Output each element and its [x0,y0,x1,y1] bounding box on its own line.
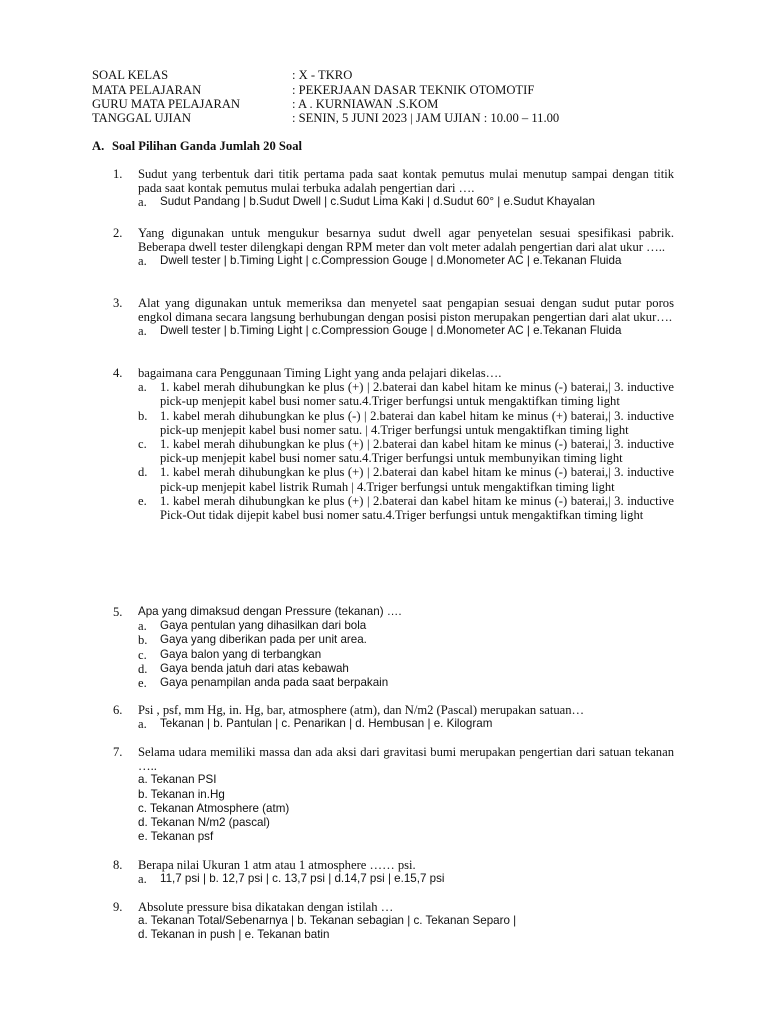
question-number: 3. [113,296,123,310]
question-answer-line: c. Tekanan Atmosphere (atm) [138,801,290,815]
question-answer-line: a. Tekanan PSI [138,773,217,787]
option [138,324,674,338]
question-answer-line: e. Tekanan psf [138,830,214,844]
option [138,437,674,465]
option-letter: a. [138,195,147,210]
question-text: Alat yang digunakan untuk memeriksa dan menyetel saat pengapian sesuai dengan sudut putar poros engkol dimana secara langsung berhubungan dengan posisi piston merupakan pengertian dari alat ukur…. [138,296,674,325]
question-2 [113,226,674,269]
option-text: 11,7 psi | b. 12,7 psi | c. 13,7 psi | d.14,7 psi | e.15,7 psi [160,872,445,886]
option-text: 1. kabel merah dihubungkan ke plus (+) | 2.baterai dan kabel hitam ke minus (-) baterai,| 3. inductive pick-up menjepit kabel busi nomer satu.4.Triger berfungsi untuk membunyikan timing light [160,437,674,466]
option [138,619,674,633]
question-9 [113,900,674,943]
option-letter: d. [138,661,148,676]
option-letter: d. [138,465,148,480]
option-text: 1. kabel merah dihubungkan ke plus (+) | 2.baterai dan kabel hitam ke minus (-) baterai,| 3. inductive pick-up menjepit kabel listrik Rumah | 4.Triger berfungsi untuk mengaktifkan timing light [160,465,674,494]
question-number: 1. [113,167,123,181]
question-text: bagaimana cara Penggunaan Timing Light yang anda pelajari dikelas…. [138,366,502,380]
option-letter: a. [138,324,147,339]
question-number: 9. [113,900,123,914]
option [138,676,674,690]
question-text: Sudut yang terbentuk dari titik pertama pada saat kontak pemutus mulai menutup sampai dengan titik pada saat kontak pemutus mulai terbuka adalah pengertian dari …. [138,167,674,196]
option-letter: a. [138,717,147,732]
option [138,633,674,647]
question-text: Yang digunakan untuk mengukur besarnya sudut dwell agar penyetelan sesuai spesifikasi pabrik. Beberapa dwell tester dilengkapi dengan RPM meter dan volt meter adalah pengertian dari alat ukur ….. [138,226,674,255]
option-text: Gaya penampilan anda pada saat berpakain [160,676,389,690]
header-label: MATA PELAJARAN [92,83,202,97]
header-row-kelas [92,68,352,83]
option-letter: a. [138,254,147,269]
option-letter: e. [138,493,147,508]
header-label: SOAL KELAS [92,68,169,82]
option-letter: e. [138,676,147,691]
option-letter: b. [138,633,148,648]
header-value: : X - TKRO [292,68,353,82]
option-text: Dwell tester | b.Timing Light | c.Compression Gouge | d.Monometer AC | e.Tekanan Fluida [160,324,622,338]
question-4 [113,366,674,522]
option [138,254,674,268]
question-number: 6. [113,703,123,717]
section-text: Soal Pilihan Ganda Jumlah 20 Soal [112,139,303,153]
question-answer-line: a. Tekanan Total/Sebenarnya | b. Tekanan sebagian | c. Tekanan Separo | [138,914,517,928]
question-number: 5. [113,605,123,619]
header-row-guru [92,97,438,112]
question-number: 2. [113,226,123,240]
option [138,409,674,437]
option [138,494,674,522]
option-letter: b. [138,408,148,423]
option [138,662,674,676]
option [138,195,674,209]
question-text: Berapa nilai Ukuran 1 atm atau 1 atmosphere …… psi. [138,858,416,872]
option-text: Gaya yang diberikan pada per unit area. [160,633,367,647]
option-text: Gaya balon yang di terbangkan [160,647,322,661]
question-answer-line: d. Tekanan in push | e. Tekanan batin [138,928,330,942]
option [138,648,674,662]
question-1 [113,167,674,210]
question-text: Apa yang dimaksud dengan Pressure (tekanan) …. [138,605,402,618]
option [138,380,674,408]
question-answer-line: b. Tekanan in.Hg [138,787,225,801]
section-number: A. [92,139,105,153]
option [138,872,674,886]
question-text: Psi , psf, mm Hg, in. Hg, bar, atmosphere (atm), dan N/m2 (Pascal) merupakan satuan… [138,703,585,717]
question-answer-line: d. Tekanan N/m2 (pascal) [138,816,270,830]
option [138,717,674,731]
question-number: 7. [113,745,123,759]
question-8 [113,858,674,886]
question-text: Absolute pressure bisa dikatakan dengan istilah … [138,900,394,914]
option-text: Gaya benda jatuh dari atas kebawah [160,661,349,675]
option-text: Tekanan | b. Pantulan | c. Penarikan | d. Hembusan | e. Kilogram [160,717,493,731]
header-label: GURU MATA PELAJARAN [92,97,241,111]
question-6 [113,703,674,731]
question-number: 8. [113,858,123,872]
header-label: TANGGAL UJIAN [92,111,191,125]
question-5 [113,605,674,690]
header-value: : SENIN, 5 JUNI 2023 | JAM UJIAN : 10.00 – 11.00 [292,111,560,125]
option-letter: c. [138,437,147,452]
section-title [92,139,302,154]
header-value: : A . KURNIAWAN .S.KOM [292,97,439,111]
header-value: : PEKERJAAN DASAR TEKNIK OTOMOTIF [292,83,535,97]
option-text: 1. kabel merah dihubungkan ke plus (-) | 2.baterai dan kabel hitam ke minus (+) baterai,| 3. inductive pick-up menjepit kabel busi nomer satu. | 4.Triger berfungsi untuk mengaktifkan timing light [160,408,674,437]
option [138,465,674,493]
option-letter: a. [138,872,147,887]
option-text: 1. kabel merah dihubungkan ke plus (+) | 2.baterai dan kabel hitam ke minus (-) baterai,| 3. inductive Pick-Out tidak dijepit kabel busi nomer satu.4.Triger berfungsi untuk mengaktifkan timing light [160,493,674,523]
header-row-mapel [92,83,534,98]
option-letter: c. [138,647,147,662]
question-number: 4. [113,366,123,380]
header-row-tanggal [92,111,559,126]
option-text: Gaya pentulan yang dihasilkan dari bola [160,619,367,633]
question-text: Selama udara memiliki massa dan ada aksi dari gravitasi bumi merupakan pengertian dari satuan tekanan ….. [138,745,674,774]
option-letter: a. [138,619,147,634]
option-letter: a. [138,380,147,395]
option-text: Sudut Pandang | b.Sudut Dwell | c.Sudut Lima Kaki | d.Sudut 60° | e.Sudut Khayalan [160,195,595,209]
option-text: Dwell tester | b.Timing Light | c.Compression Gouge | d.Monometer AC | e.Tekanan Fluida [160,254,622,268]
question-3 [113,296,674,339]
question-7 [113,745,674,844]
option-text: 1. kabel merah dihubungkan ke plus (+) | 2.baterai dan kabel hitam ke minus (-) baterai,| 3. inductive pick-up menjepit kabel busi nomer satu.4.Triger berfungsi untuk mengaktifkan timing light [160,380,674,409]
